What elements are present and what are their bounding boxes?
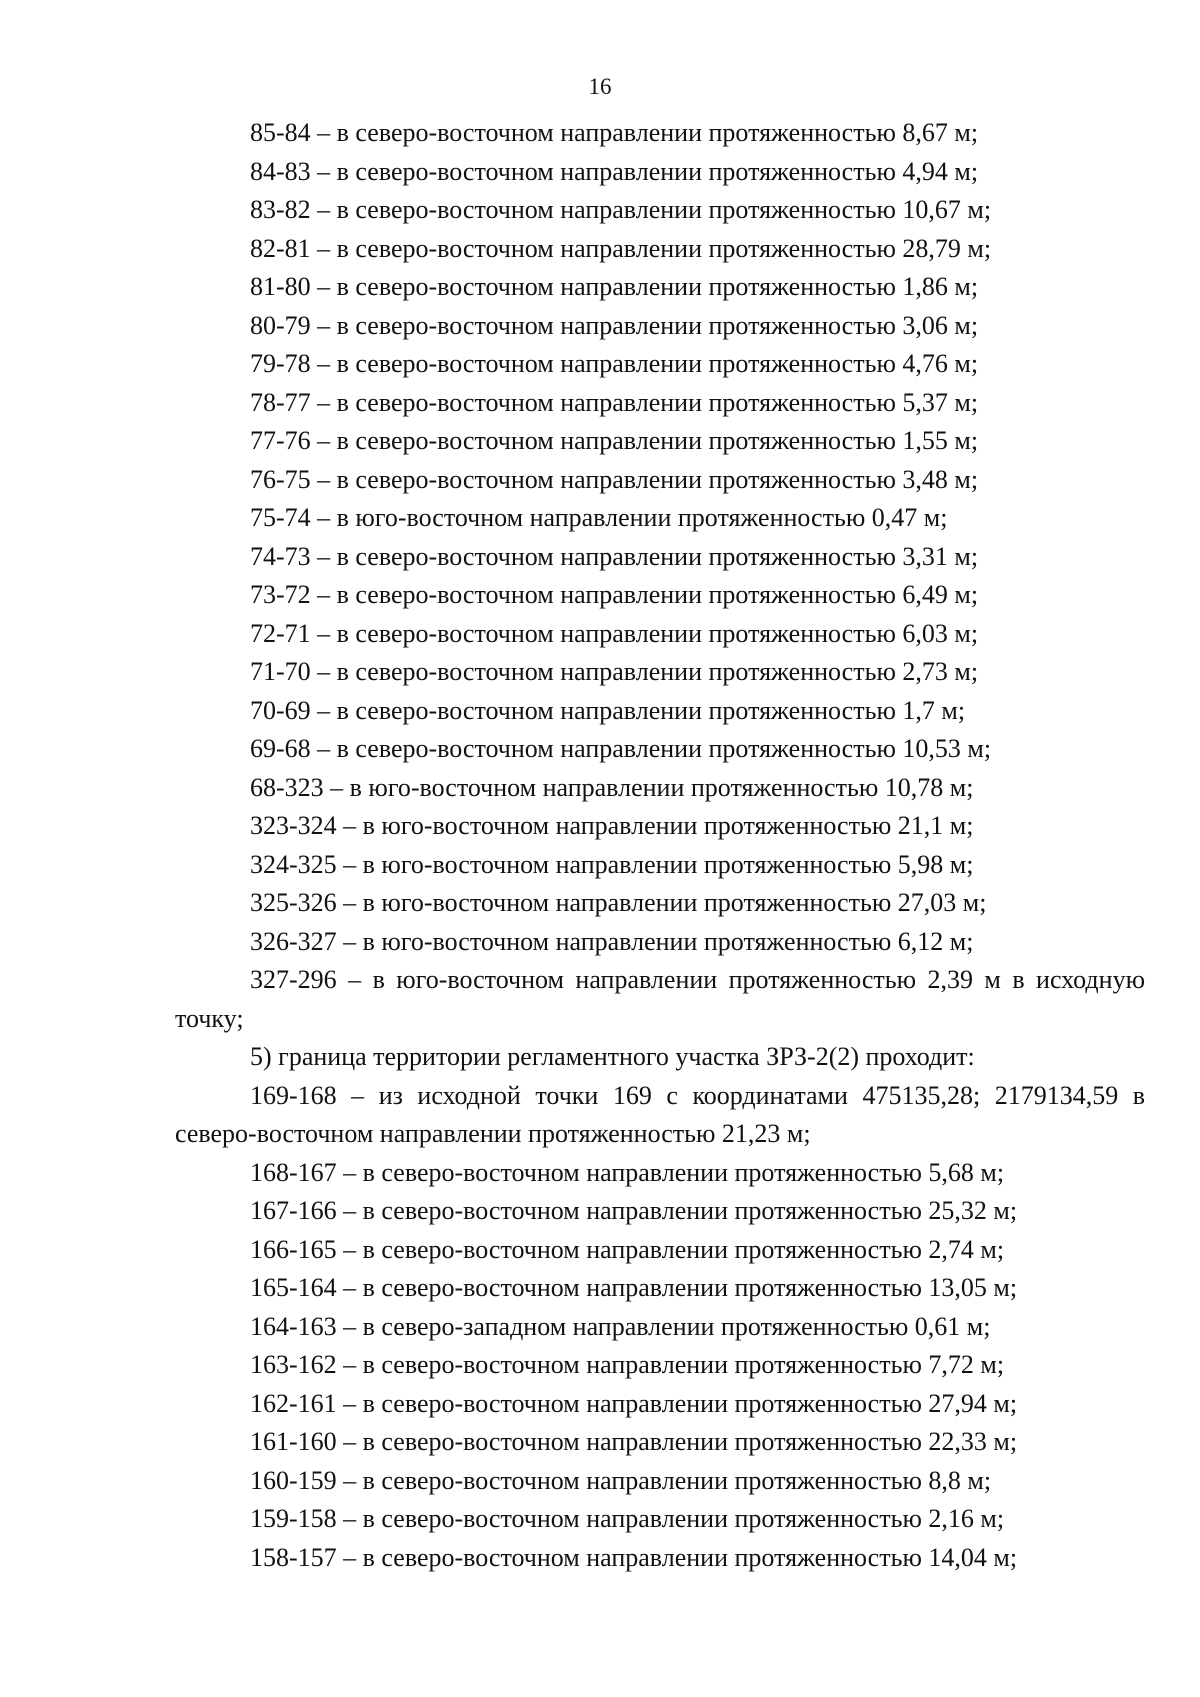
segment-line: 159-158 – в северо-восточном направлении протяженностью 2,16 м; xyxy=(250,1504,1005,1533)
segment-line: 78-77 – в северо-восточном направлении протяженностью 5,37 м; xyxy=(250,387,979,417)
segment-line: 74-73 – в северо-восточном направлении протяженностью 3,31 м; xyxy=(250,541,979,571)
segment-line: 158-157 – в северо-восточном направлении протяженностью 14,04 м; xyxy=(250,1542,1018,1572)
segment-list-top xyxy=(175,114,1145,961)
segment-line: 325-326 – в юго-восточном направлении протяженностью 27,03 м; xyxy=(250,888,987,917)
segment-line: 76-75 – в северо-восточном направлении протяженностью 3,48 м; xyxy=(250,464,979,494)
segment-line: 73-72 – в северо-восточном направлении протяженностью 6,49 м; xyxy=(250,580,979,609)
segment-line: 165-164 – в северо-восточном направлении протяженностью 13,05 м; xyxy=(250,1273,1018,1302)
segment-line: 79-78 – в северо-восточном направлении протяженностью 4,76 м; xyxy=(250,349,979,378)
segment-line: 168-167 – в северо-восточном направлении протяженностью 5,68 м; xyxy=(250,1157,1005,1187)
segment-line: 81-80 – в северо-восточном направлении протяженностью 1,86 м; xyxy=(250,272,979,301)
segment-paragraph-169-168: 169-168 – из исходной точки 169 с координатами 475135,28; 2179134,59 в северо-восточном направлении протяженностью 21,23 м; xyxy=(175,1080,1145,1148)
segment-line: 166-165 – в северо-восточном направлении протяженностью 2,74 м; xyxy=(250,1234,1005,1264)
segment-line: 323-324 – в юго-восточном направлении протяженностью 21,1 м; xyxy=(250,811,974,840)
segment-line: 324-325 – в юго-восточном направлении протяженностью 5,98 м; xyxy=(250,849,974,879)
segment-line: 167-166 – в северо-восточном направлении протяженностью 25,32 м; xyxy=(250,1196,1018,1225)
segment-line: 160-159 – в северо-восточном направлении протяженностью 8,8 м; xyxy=(250,1465,992,1495)
segment-line: 82-81 – в северо-восточном направлении протяженностью 28,79 м; xyxy=(250,233,992,263)
segment-list-bottom xyxy=(175,1154,1145,1578)
segment-line: 75-74 – в юго-восточном направлении протяженностью 0,47 м; xyxy=(250,503,948,532)
segment-line: 68-323 – в юго-восточном направлении протяженностью 10,78 м; xyxy=(250,772,974,802)
document-body xyxy=(175,114,1145,1577)
segment-line: 164-163 – в северо-западном направлении протяженностью 0,61 м; xyxy=(250,1311,991,1341)
segment-line: 162-161 – в северо-восточном направлении протяженностью 27,94 м; xyxy=(250,1388,1018,1418)
segment-line: 85-84 – в северо-восточном направлении протяженностью 8,67 м; xyxy=(250,118,979,147)
segment-line: 80-79 – в северо-восточном направлении протяженностью 3,06 м; xyxy=(250,310,979,340)
segment-line: 161-160 – в северо-восточном направлении протяженностью 22,33 м; xyxy=(250,1427,1018,1456)
segment-line: 326-327 – в юго-восточном направлении протяженностью 6,12 м; xyxy=(250,926,974,956)
page-number: 16 xyxy=(588,74,612,99)
segment-line: 83-82 – в северо-восточном направлении протяженностью 10,67 м; xyxy=(250,195,992,224)
segment-line: 77-76 – в северо-восточном направлении протяженностью 1,55 м; xyxy=(250,426,979,455)
segment-line: 69-68 – в северо-восточном направлении протяженностью 10,53 м; xyxy=(250,734,992,763)
segment-paragraph-327-296: 327-296 – в юго-восточном направлении протяженностью 2,39 м в исходную точку; xyxy=(175,965,1145,1033)
segment-line: 71-70 – в северо-восточном направлении протяженностью 2,73 м; xyxy=(250,657,979,686)
segment-line: 70-69 – в северо-восточном направлении протяженностью 1,7 м; xyxy=(250,695,966,725)
segment-line: 84-83 – в северо-восточном направлении протяженностью 4,94 м; xyxy=(250,156,979,186)
segment-line: 163-162 – в северо-восточном направлении протяженностью 7,72 м; xyxy=(250,1350,1005,1379)
section-heading-zrz-2-2: 5) граница территории регламентного участка ЗРЗ-2(2) проходит: xyxy=(250,1042,975,1071)
segment-line: 72-71 – в северо-восточном направлении протяженностью 6,03 м; xyxy=(250,618,979,648)
